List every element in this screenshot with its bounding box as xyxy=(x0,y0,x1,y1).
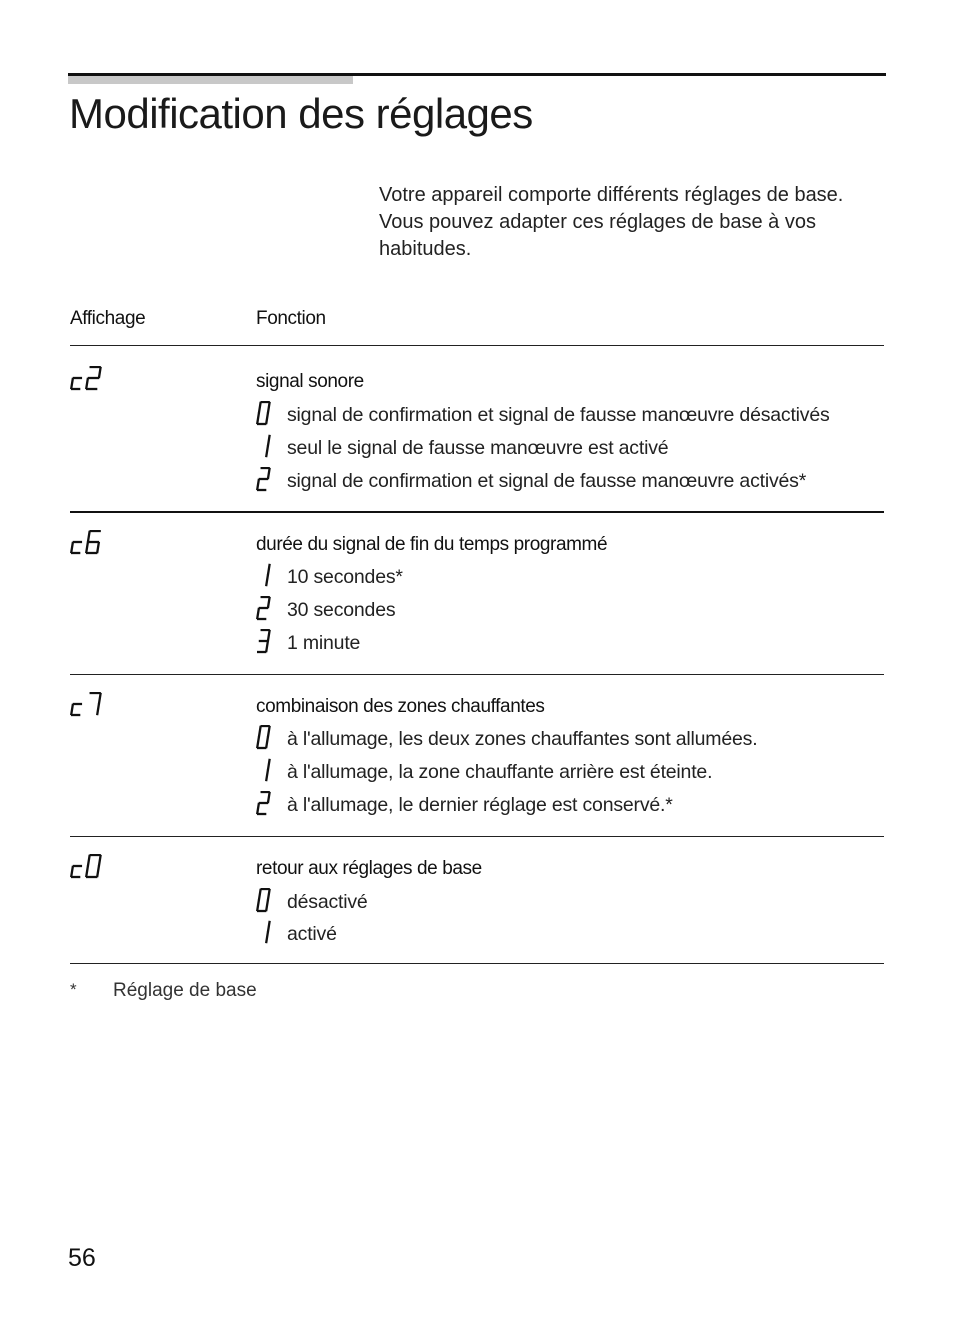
table-divider xyxy=(70,511,884,513)
page-title: Modification des réglages xyxy=(69,90,533,137)
display-segment xyxy=(71,705,72,714)
option-text: à l'allumage, le dernier réglage est conservé.* xyxy=(287,794,673,816)
function-title: signal sonore xyxy=(256,371,364,392)
display-segment xyxy=(71,379,72,388)
display-segment xyxy=(266,771,267,780)
page-number: 56 xyxy=(68,1244,96,1272)
display-segment xyxy=(257,738,258,747)
display-segment xyxy=(259,890,260,899)
option-text: signal de confirmation et signal de fausse manœuvre désactivés xyxy=(287,404,830,426)
display-segment xyxy=(268,565,269,574)
table-divider xyxy=(70,963,884,964)
option-text: 10 secondes* xyxy=(287,566,403,588)
digit-display xyxy=(256,596,272,622)
digit-display xyxy=(256,920,272,946)
display-segment xyxy=(268,436,269,445)
display-segment xyxy=(266,447,267,456)
header-rule-black xyxy=(68,73,886,76)
display-segment xyxy=(268,727,269,736)
display-segment xyxy=(86,543,87,552)
seven-segment-display xyxy=(70,366,104,394)
option-text: 30 secondes xyxy=(287,599,396,621)
display-segment xyxy=(268,469,269,478)
display-segment xyxy=(97,867,98,876)
display-segment xyxy=(257,804,258,813)
display-segment xyxy=(99,694,100,703)
display-segment xyxy=(99,856,100,865)
display-segment xyxy=(99,368,100,377)
function-title: combinaison des zones chauffantes xyxy=(256,696,545,717)
column-header-display: Affichage xyxy=(70,308,146,329)
seven-segment-display xyxy=(70,854,104,882)
display-segment xyxy=(88,532,89,541)
display-segment xyxy=(88,856,89,865)
display-segment xyxy=(266,901,267,910)
footnote-marker: * xyxy=(70,980,77,999)
header-rule-grey xyxy=(68,76,353,84)
option-text: signal de confirmation et signal de fausse manœuvre activés* xyxy=(287,470,807,492)
display-segment xyxy=(268,890,269,899)
display-segment xyxy=(71,543,72,552)
display-code-c6 xyxy=(70,530,104,558)
display-segment xyxy=(268,922,269,931)
option-text: seul le signal de fausse manœuvre est activé xyxy=(287,437,669,459)
option-text: activé xyxy=(287,923,337,945)
option-text: désactivé xyxy=(287,891,368,913)
display-code-c0 xyxy=(70,854,104,882)
display-segment xyxy=(86,379,87,388)
function-title: retour aux réglages de base xyxy=(256,858,482,879)
display-segment xyxy=(268,760,269,769)
digit-display xyxy=(256,434,272,460)
footnote-text: Réglage de base xyxy=(113,980,257,1001)
display-segment xyxy=(97,705,98,714)
digit-display xyxy=(256,467,272,493)
display-segment xyxy=(257,414,258,423)
display-segment xyxy=(266,738,267,747)
table-divider xyxy=(70,836,884,837)
display-segment xyxy=(266,933,267,942)
display-segment xyxy=(268,598,269,607)
display-segment xyxy=(268,793,269,802)
table-divider xyxy=(70,345,884,346)
display-segment xyxy=(268,631,269,640)
display-code-c7 xyxy=(70,692,104,720)
digit-display xyxy=(256,758,272,784)
display-segment xyxy=(259,403,260,412)
display-segment xyxy=(266,414,267,423)
display-segment xyxy=(257,901,258,910)
digit-display xyxy=(256,401,272,427)
digit-display xyxy=(256,563,272,589)
digit-display xyxy=(256,888,272,914)
seven-segment-display xyxy=(70,530,104,558)
table-divider xyxy=(70,674,884,675)
display-segment xyxy=(257,480,258,489)
intro-paragraph: Votre appareil comporte différents réglages de base. Vous pouvez adapter ces réglages de base à vos habitudes. xyxy=(379,184,844,260)
option-text: à l'allumage, la zone chauffante arrière est éteinte. xyxy=(287,761,713,783)
display-segment xyxy=(97,543,98,552)
display-segment xyxy=(257,609,258,618)
display-code-c2 xyxy=(70,366,104,394)
option-text: 1 minute xyxy=(287,632,361,654)
column-header-function: Fonction xyxy=(256,308,326,329)
digit-display xyxy=(256,629,272,655)
function-title: durée du signal de fin du temps programmé xyxy=(256,534,608,555)
seven-segment-display xyxy=(70,692,104,720)
digit-display xyxy=(256,725,272,751)
display-segment xyxy=(71,867,72,876)
display-segment xyxy=(259,727,260,736)
display-segment xyxy=(268,403,269,412)
display-segment xyxy=(86,867,87,876)
digit-display xyxy=(256,791,272,817)
display-segment xyxy=(266,642,267,651)
display-segment xyxy=(266,576,267,585)
option-text: à l'allumage, les deux zones chauffantes sont allumées. xyxy=(287,728,758,750)
